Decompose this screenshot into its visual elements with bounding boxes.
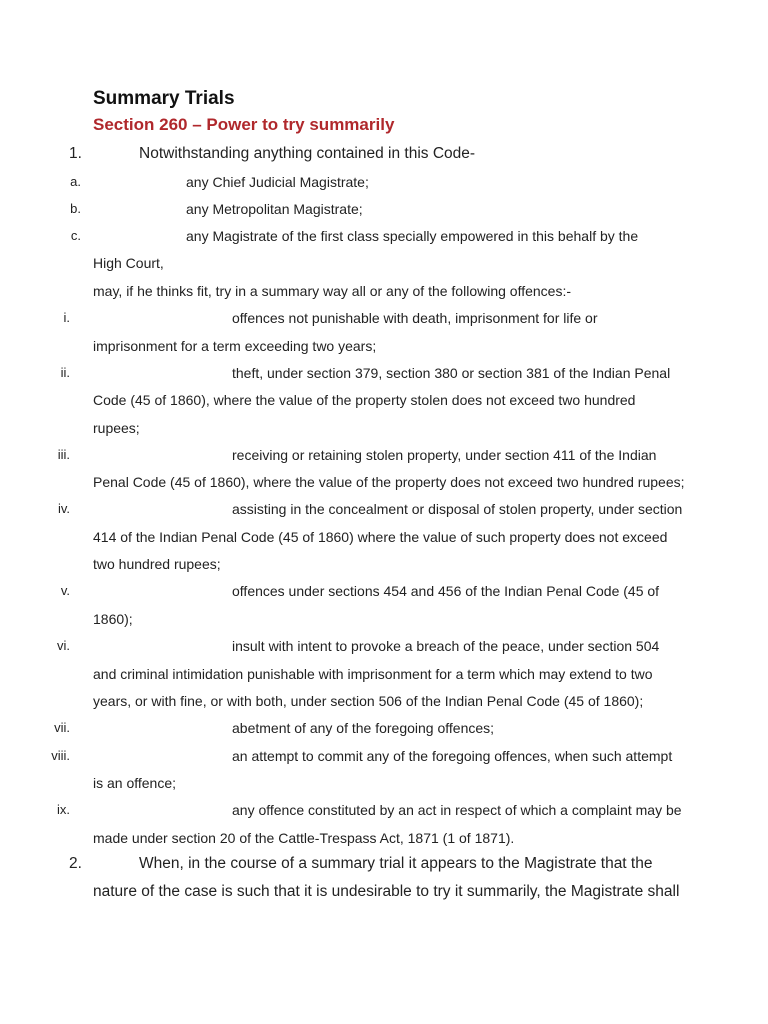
offence-ix-continuation: made under section 20 of the Cattle-Trespass Act, 1871 (1 of 1871).	[93, 830, 515, 846]
offence-i-continuation: imprisonment for a term exceeding two years;	[93, 338, 377, 354]
offence-viii-text: an attempt to commit any of the foregoing offences, when such attempt	[232, 748, 673, 764]
item-2-marker: 2.	[69, 855, 82, 872]
may-line: may, if he thinks fit, try in a summary way all or any of the following offences:-	[93, 283, 572, 299]
offence-ii-text: theft, under section 379, section 380 or section 381 of the Indian Penal	[232, 365, 671, 381]
subitem-b-text: any Metropolitan Magistrate;	[186, 201, 363, 217]
offence-vi-text: insult with intent to provoke a breach of the peace, under section 504	[232, 638, 660, 654]
offence-iii-marker: iii.	[57, 447, 70, 462]
page-title: Summary Trials	[93, 88, 235, 109]
offence-v-continuation: 1860);	[93, 611, 133, 627]
offence-v-marker: v.	[60, 583, 70, 598]
offence-ix-marker: ix.	[57, 802, 70, 817]
offence-vii-marker: vii.	[54, 720, 70, 735]
offence-ii-continuation: Code (45 of 1860), where the value of the property stolen does not exceed two hundred	[93, 392, 636, 408]
offence-vi-continuation: years, or with fine, or with both, under section 506 of the Indian Penal Code (45 of 1860);	[93, 693, 644, 709]
offence-viii-marker: viii.	[51, 748, 70, 763]
item-1-text: Notwithstanding anything contained in this Code-	[139, 145, 476, 162]
offence-ii-continuation: rupees;	[93, 420, 140, 436]
offence-vi-marker: vi.	[57, 638, 70, 653]
subitem-a-text: any Chief Judicial Magistrate;	[186, 174, 369, 190]
offence-viii-continuation: is an offence;	[93, 775, 177, 791]
offence-vi-continuation: and criminal intimidation punishable with imprisonment for a term which may extend to two	[93, 666, 653, 682]
subitem-c-marker: c.	[70, 228, 81, 243]
offence-iv-continuation: two hundred rupees;	[93, 556, 221, 572]
offence-ix-text: any offence constituted by an act in respect of which a complaint may be	[232, 802, 682, 818]
offence-iv-marker: iv.	[57, 501, 70, 516]
item-2-text: When, in the course of a summary trial it appears to the Magistrate that the	[139, 855, 653, 872]
offence-iv-text: assisting in the concealment or disposal of stolen property, under section	[232, 501, 683, 517]
offence-iv-continuation: 414 of the Indian Penal Code (45 of 1860) where the value of such property does not exceed	[93, 529, 668, 545]
offence-ii-marker: ii.	[60, 365, 70, 380]
offence-vii-text: abetment of any of the foregoing offences;	[232, 720, 495, 736]
item-2-continuation: nature of the case is such that it is undesirable to try it summarily, the Magistrate shall	[93, 883, 680, 900]
item-1-marker: 1.	[69, 145, 82, 162]
subitem-c-continuation: High Court,	[93, 255, 164, 271]
offence-iii-text: receiving or retaining stolen property, under section 411 of the Indian	[232, 447, 657, 463]
offence-i-marker: i.	[63, 310, 70, 325]
section-heading: Section 260 – Power to try summarily	[93, 115, 395, 134]
subitem-a-marker: a.	[70, 174, 81, 189]
subitem-b-marker: b.	[70, 201, 81, 216]
offence-iii-continuation: Penal Code (45 of 1860), where the value of the property does not exceed two hundred rupees;	[93, 474, 685, 490]
offence-i-text: offences not punishable with death, imprisonment for life or	[232, 310, 598, 326]
offence-v-text: offences under sections 454 and 456 of the Indian Penal Code (45 of	[232, 583, 660, 599]
subitem-c-text: any Magistrate of the first class specially empowered in this behalf by the	[186, 228, 639, 244]
